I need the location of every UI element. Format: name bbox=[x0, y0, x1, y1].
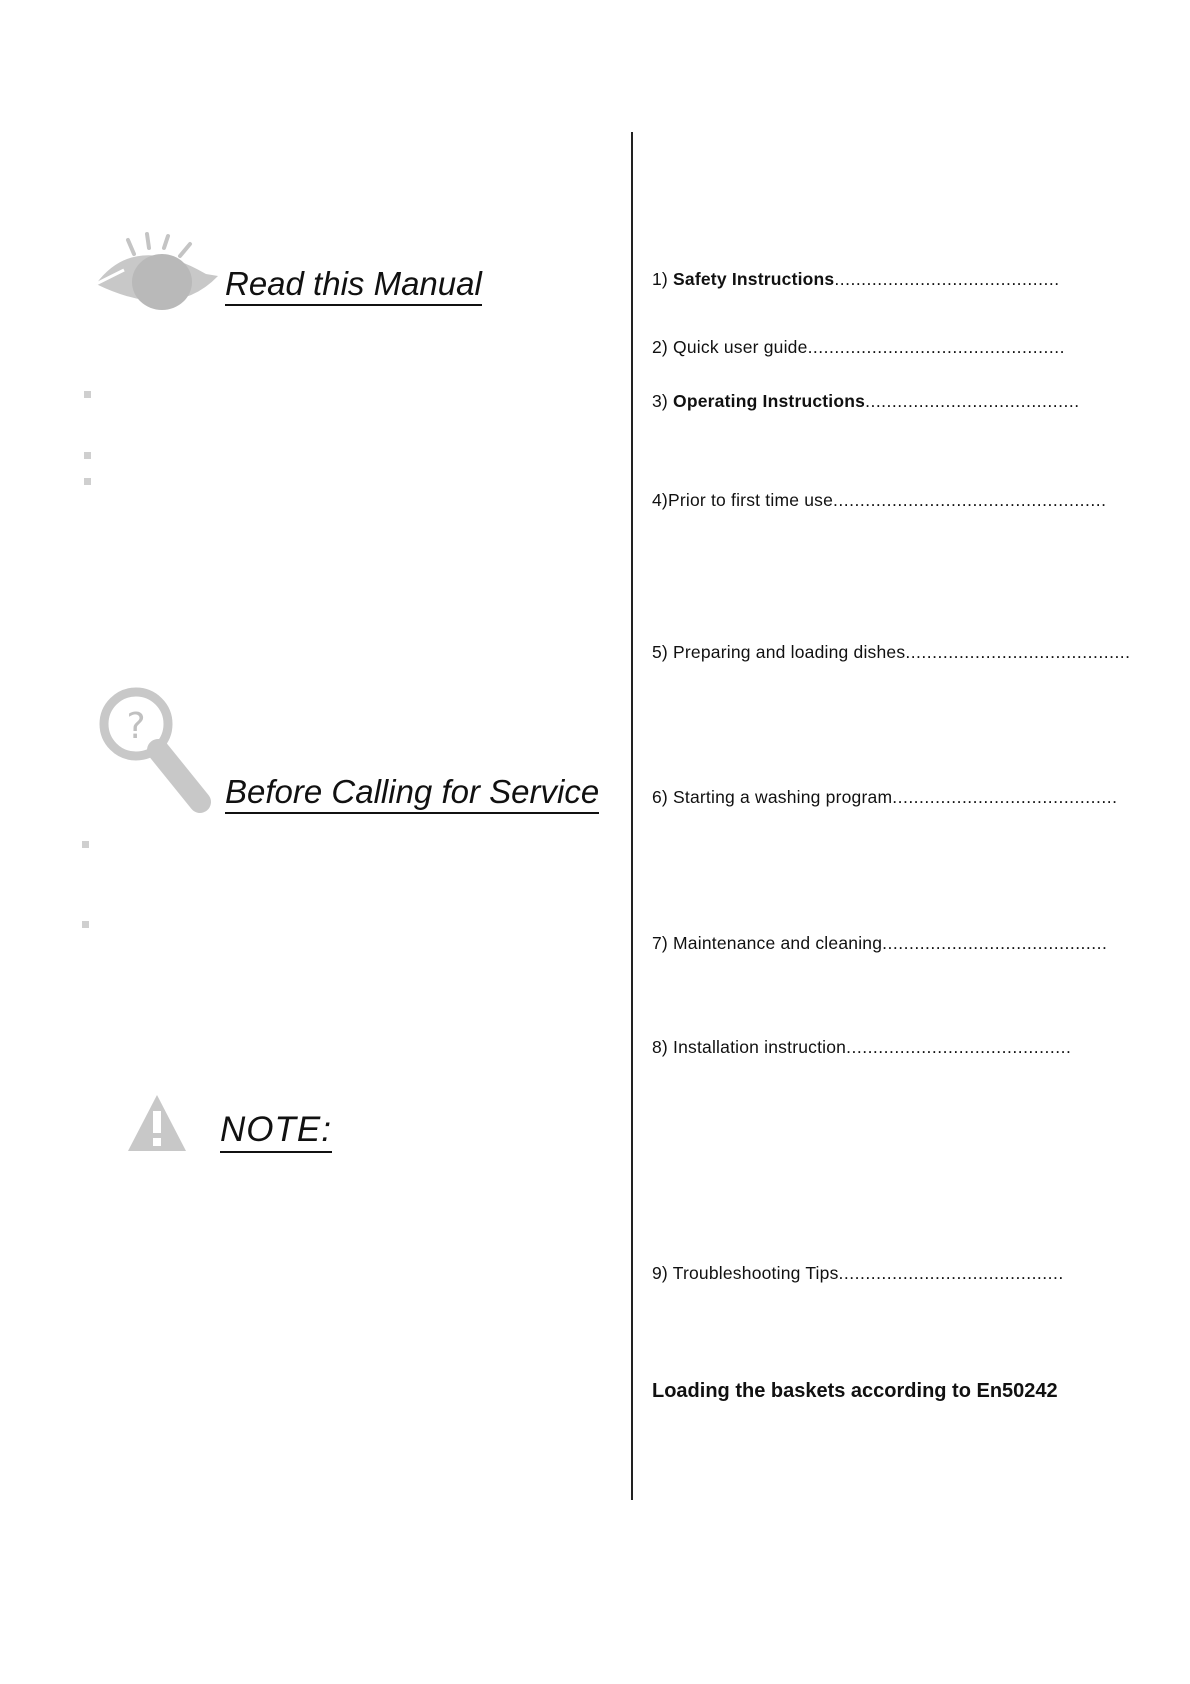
loading-baskets-title: Loading the baskets according to En50242 bbox=[652, 1380, 1058, 1402]
bullet bbox=[82, 921, 89, 928]
toc-item: 8) Installation instruction.......................................... bbox=[652, 1037, 1072, 1057]
toc-item: 5) Preparing and loading dishes.......................................... bbox=[652, 642, 1131, 662]
column-divider bbox=[631, 132, 633, 1500]
toc-item: 7) Maintenance and cleaning.......................................... bbox=[652, 933, 1108, 953]
toc-item: 2) Quick user guide................................................ bbox=[652, 337, 1065, 357]
toc-item: 9) Troubleshooting Tips.......................................... bbox=[652, 1263, 1064, 1283]
toc-item: 6) Starting a washing program.......................................... bbox=[652, 787, 1118, 807]
toc-item: 1) Safety Instructions.......................................... bbox=[652, 269, 1060, 289]
bullet bbox=[82, 841, 89, 848]
toc-item: 3) Operating Instructions........................................ bbox=[652, 391, 1080, 411]
bullet bbox=[84, 452, 91, 459]
eye-icon bbox=[94, 232, 224, 312]
bullet bbox=[84, 391, 91, 398]
note-heading: NOTE: bbox=[220, 1111, 332, 1153]
toc-item: 4)Prior to first time use................................................... bbox=[652, 490, 1107, 510]
magnifier-question-icon bbox=[98, 686, 214, 812]
bullet bbox=[84, 478, 91, 485]
svg-text:?: ? bbox=[126, 706, 146, 747]
warning-triangle-icon bbox=[126, 1093, 188, 1153]
before-service-heading: Before Calling for Service bbox=[225, 774, 599, 814]
read-manual-heading: Read this Manual bbox=[225, 266, 482, 306]
